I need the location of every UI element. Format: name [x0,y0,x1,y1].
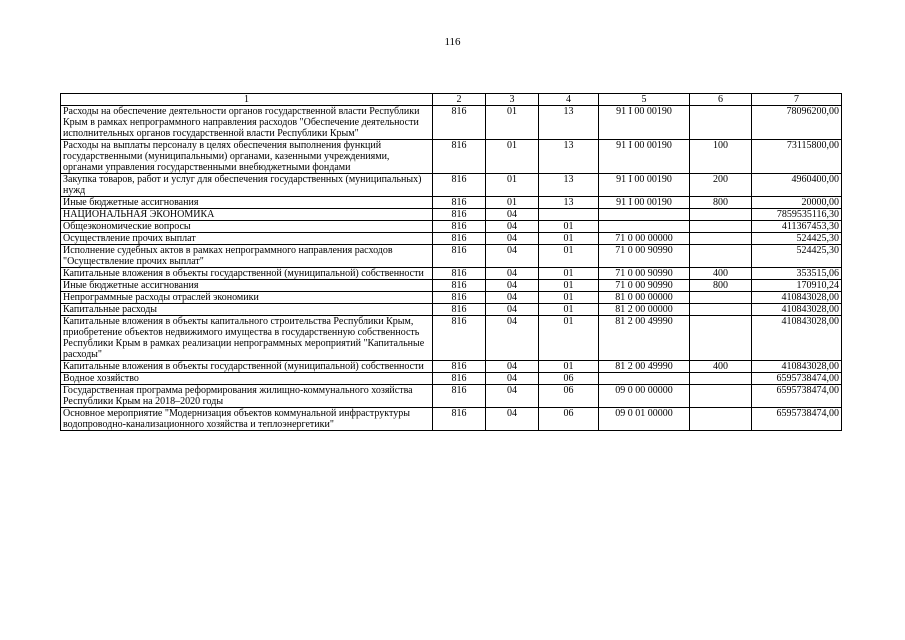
expense-type-code-cell: 800 [690,280,752,292]
budget-table [60,93,842,431]
table-row [61,209,842,221]
amount-cell: 411367453,30 [752,221,842,233]
column-header: 3 [486,94,539,106]
expense-type-code-cell [690,304,752,316]
subsection-code-cell [539,209,599,221]
table-row [61,385,842,408]
expense-name-cell: Иные бюджетные ассигнования [61,197,433,209]
expense-name-cell: Основное мероприятие "Модернизация объектов коммунальной инфраструктуры водопроводно-канализационного хозяйства и теплоэнергетики" [61,408,433,431]
table-row [61,197,842,209]
expense-name-cell: Государственная программа реформирования жилищно-коммунального хозяйства Республики Крым на 2018–2020 годы [61,385,433,408]
expense-name-cell: Капитальные вложения в объекты государственной (муниципальной) собственности [61,361,433,373]
target-article-code-cell: 81 0 00 00000 [599,292,690,304]
table-row [61,280,842,292]
ministry-code-cell: 816 [433,361,486,373]
target-article-code-cell: 81 2 00 00000 [599,304,690,316]
table-row [61,408,842,431]
expense-type-code-cell [690,316,752,361]
expense-type-code-cell [690,233,752,245]
amount-cell: 20000,00 [752,197,842,209]
expense-name-cell: НАЦИОНАЛЬНАЯ ЭКОНОМИКА [61,209,433,221]
section-code-cell: 04 [486,385,539,408]
amount-cell: 6595738474,00 [752,408,842,431]
amount-cell: 353515,06 [752,268,842,280]
section-code-cell: 04 [486,221,539,233]
target-article-code-cell: 09 0 01 00000 [599,408,690,431]
expense-type-code-cell: 800 [690,197,752,209]
expense-type-code-cell: 400 [690,361,752,373]
table-row [61,361,842,373]
target-article-code-cell [599,209,690,221]
expense-type-code-cell [690,292,752,304]
table-row [61,245,842,268]
amount-cell: 524425,30 [752,245,842,268]
target-article-code-cell: 71 0 00 90990 [599,245,690,268]
target-article-code-cell: 71 0 00 90990 [599,280,690,292]
amount-cell: 6595738474,00 [752,373,842,385]
ministry-code-cell: 816 [433,268,486,280]
ministry-code-cell: 816 [433,304,486,316]
ministry-code-cell: 816 [433,385,486,408]
section-code-cell: 04 [486,304,539,316]
ministry-code-cell: 816 [433,106,486,140]
section-code-cell: 04 [486,408,539,431]
table-row [61,174,842,197]
expense-type-code-cell [690,221,752,233]
expense-name-cell: Капитальные вложения в объекты капитального строительства Республики Крым, приобретение объектов недвижимого имущества в государственную собственность Республики Крым в рамках реализации непрограммных мероприятий "Капитальные расходы" [61,316,433,361]
target-article-code-cell: 71 0 00 90990 [599,268,690,280]
target-article-code-cell: 81 2 00 49990 [599,361,690,373]
ministry-code-cell: 816 [433,280,486,292]
amount-cell: 410843028,00 [752,316,842,361]
amount-cell: 170910,24 [752,280,842,292]
expense-name-cell: Капитальные расходы [61,304,433,316]
page-number: 116 [444,36,461,48]
ministry-code-cell: 816 [433,408,486,431]
expense-type-code-cell [690,106,752,140]
expense-name-cell: Расходы на выплаты персоналу в целях обеспечения выполнения функций государственными (муниципальными) органами, казенными учреждениями, органами управления государственными внебюджетными фондами [61,140,433,174]
expense-type-code-cell: 200 [690,174,752,197]
expense-type-code-cell [690,385,752,408]
expense-name-cell: Исполнение судебных актов в рамках непрограммного направления расходов "Осуществление прочих выплат" [61,245,433,268]
expense-name-cell: Осуществление прочих выплат [61,233,433,245]
section-code-cell: 01 [486,140,539,174]
ministry-code-cell: 816 [433,373,486,385]
table-row [61,316,842,361]
subsection-code-cell: 01 [539,361,599,373]
ministry-code-cell: 816 [433,221,486,233]
column-header: 2 [433,94,486,106]
subsection-code-cell: 01 [539,268,599,280]
expense-type-code-cell [690,209,752,221]
expense-name-cell: Общеэкономические вопросы [61,221,433,233]
amount-cell: 6595738474,00 [752,385,842,408]
target-article-code-cell: 91 I 00 00190 [599,197,690,209]
target-article-code-cell [599,221,690,233]
subsection-code-cell: 01 [539,221,599,233]
section-code-cell: 04 [486,245,539,268]
target-article-code-cell: 71 0 00 00000 [599,233,690,245]
ministry-code-cell: 816 [433,316,486,361]
column-header: 6 [690,94,752,106]
ministry-code-cell: 816 [433,245,486,268]
expense-name-cell: Капитальные вложения в объекты государственной (муниципальной) собственности [61,268,433,280]
subsection-code-cell: 06 [539,373,599,385]
section-code-cell: 01 [486,106,539,140]
subsection-code-cell: 13 [539,140,599,174]
table-row [61,268,842,280]
section-code-cell: 04 [486,209,539,221]
column-header: 5 [599,94,690,106]
subsection-code-cell: 13 [539,174,599,197]
amount-cell: 410843028,00 [752,304,842,316]
section-code-cell: 04 [486,280,539,292]
subsection-code-cell: 01 [539,280,599,292]
table-row [61,106,842,140]
section-code-cell: 04 [486,373,539,385]
subsection-code-cell: 01 [539,304,599,316]
target-article-code-cell: 91 I 00 00190 [599,174,690,197]
amount-cell: 4960400,00 [752,174,842,197]
subsection-code-cell: 01 [539,233,599,245]
ministry-code-cell: 816 [433,233,486,245]
amount-cell: 524425,30 [752,233,842,245]
table-row [61,221,842,233]
column-header: 1 [61,94,433,106]
section-code-cell: 04 [486,268,539,280]
section-code-cell: 01 [486,174,539,197]
subsection-code-cell: 01 [539,316,599,361]
target-article-code-cell: 09 0 00 00000 [599,385,690,408]
column-header: 7 [752,94,842,106]
subsection-code-cell: 01 [539,292,599,304]
target-article-code-cell: 91 I 00 00190 [599,106,690,140]
table-row [61,233,842,245]
subsection-code-cell: 06 [539,408,599,431]
section-code-cell: 04 [486,233,539,245]
ministry-code-cell: 816 [433,197,486,209]
amount-cell: 410843028,00 [752,361,842,373]
expense-type-code-cell: 400 [690,268,752,280]
amount-cell: 78096200,00 [752,106,842,140]
ministry-code-cell: 816 [433,140,486,174]
column-header: 4 [539,94,599,106]
expense-name-cell: Иные бюджетные ассигнования [61,280,433,292]
table-row [61,140,842,174]
target-article-code-cell: 81 2 00 49990 [599,316,690,361]
expense-type-code-cell [690,373,752,385]
section-code-cell: 01 [486,197,539,209]
expense-name-cell: Водное хозяйство [61,373,433,385]
target-article-code-cell: 91 I 00 00190 [599,140,690,174]
expense-name-cell: Непрограммные расходы отраслей экономики [61,292,433,304]
table-row [61,292,842,304]
expense-name-cell: Закупка товаров, работ и услуг для обеспечения государственных (муниципальных) нужд [61,174,433,197]
expense-type-code-cell [690,245,752,268]
expense-type-code-cell: 100 [690,140,752,174]
table-row [61,304,842,316]
amount-cell: 7859535116,30 [752,209,842,221]
section-code-cell: 04 [486,361,539,373]
ministry-code-cell: 816 [433,174,486,197]
amount-cell: 410843028,00 [752,292,842,304]
column-number-row [61,94,842,106]
section-code-cell: 04 [486,292,539,304]
subsection-code-cell: 13 [539,197,599,209]
section-code-cell: 04 [486,316,539,361]
expense-type-code-cell [690,408,752,431]
subsection-code-cell: 06 [539,385,599,408]
amount-cell: 73115800,00 [752,140,842,174]
ministry-code-cell: 816 [433,209,486,221]
ministry-code-cell: 816 [433,292,486,304]
target-article-code-cell [599,373,690,385]
table-row [61,373,842,385]
subsection-code-cell: 01 [539,245,599,268]
subsection-code-cell: 13 [539,106,599,140]
expense-name-cell: Расходы на обеспечение деятельности органов государственной власти Республики Крым в рамках непрограммного направления расходов "Обеспечение деятельности исполнительных органов государственной власти Республики Крым" [61,106,433,140]
